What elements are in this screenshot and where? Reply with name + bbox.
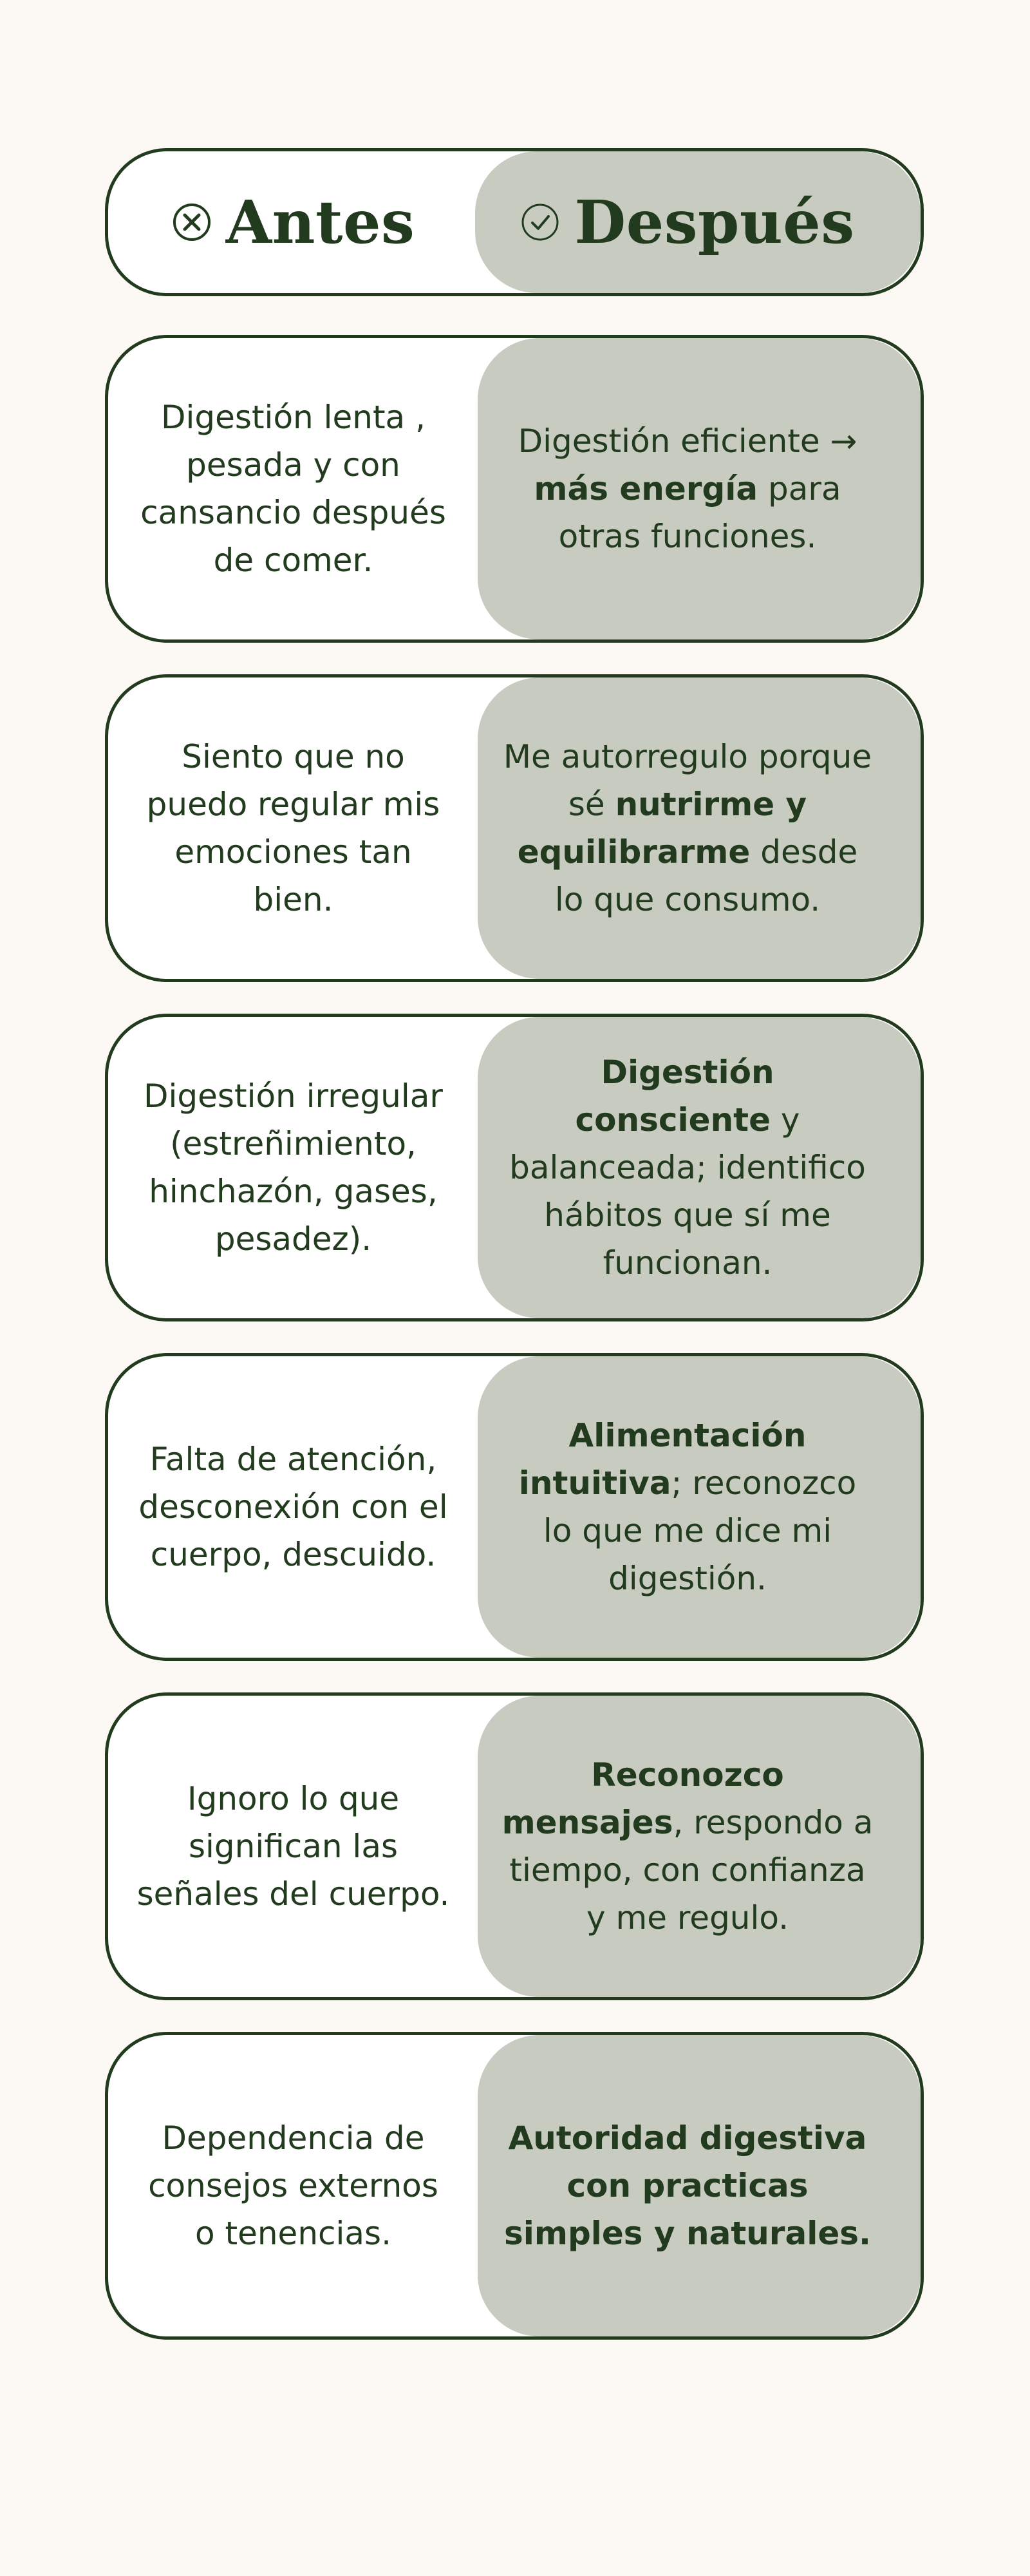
after-text: Autoridad digestiva con practicas simples y naturales.	[503, 2119, 872, 2252]
before-cell	[127, 1017, 459, 1318]
before-header-label: Antes	[225, 187, 415, 257]
comparison-header	[105, 148, 924, 296]
comparison-row	[105, 335, 924, 643]
comparison-row	[105, 1353, 924, 1661]
after-cell	[488, 1017, 887, 1318]
before-cell	[127, 1356, 459, 1658]
after-cell	[488, 338, 887, 639]
after-text: Digestión consciente y balanceada; identifico hábitos que sí me funcionan.	[509, 1054, 866, 1282]
before-cell	[127, 2035, 459, 2336]
after-text: Digestión eficiente → más energía para otras funciones.	[518, 422, 857, 555]
after-text: Me autorregulo porque sé nutrirme y equilibrarme desde lo que consumo.	[503, 738, 872, 918]
comparison-row	[105, 674, 924, 982]
comparison-row	[105, 1692, 924, 2000]
before-text: Siento que no puedo regular mis emociones tan bien.	[146, 738, 440, 918]
before-cell	[127, 677, 459, 979]
after-cell	[488, 1696, 887, 1997]
before-text: Digestión lenta , pesada y con cansancio después de comer.	[140, 399, 446, 579]
before-text: Digestión irregular (estreñimiento, hinchazón, gases, pesadez).	[144, 1077, 443, 1258]
comparison-row	[105, 1014, 924, 1321]
after-header	[488, 151, 887, 293]
after-cell	[488, 677, 887, 979]
after-cell	[488, 2035, 887, 2336]
after-text: Reconozco mensajes, respondo a tiempo, con confianza y me regulo.	[501, 1756, 874, 1937]
before-text: Ignoro lo que significan las señales del cuerpo.	[136, 1780, 450, 1913]
x-circle-icon	[172, 202, 212, 242]
check-circle-icon	[520, 202, 560, 242]
before-header	[127, 151, 459, 293]
after-header-label: Después	[574, 187, 855, 257]
before-cell	[127, 1696, 459, 1997]
before-cell	[127, 338, 459, 639]
before-text: Dependencia de consejos externos o tenencias.	[148, 2119, 438, 2252]
after-text: Alimentación intuitiva; reconozco lo que me dice mi digestión.	[518, 1417, 857, 1597]
after-cell	[488, 1356, 887, 1658]
before-text: Falta de atención, desconexión con el cuerpo, descuido.	[138, 1441, 448, 1573]
comparison-row	[105, 2032, 924, 2340]
